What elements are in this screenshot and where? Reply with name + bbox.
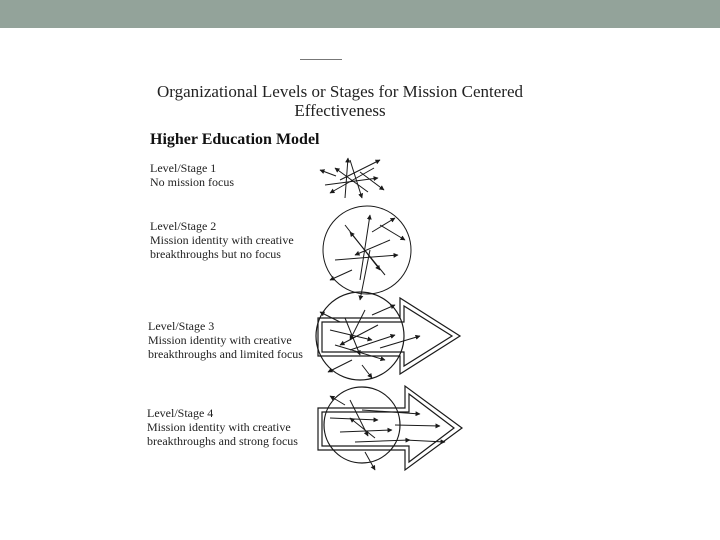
stage-4-desc-line-2: breakthroughs and strong focus [147,434,298,448]
stage-3-arrows [320,305,420,378]
stage-2-level: Level/Stage 2 [150,219,217,233]
stage-4-focus-arrow [318,386,462,470]
diagram-subtitle: Higher Education Model [150,131,320,148]
stage-1-scatter-arrows [320,158,384,198]
stage-3-desc-line-2: breakthroughs and limited focus [148,347,303,361]
stage-2-desc-line-1: Mission identity with creative [150,233,294,247]
stage-1-desc-line-1: No mission focus [150,175,234,189]
stage-1-level: Level/Stage 1 [150,161,217,175]
title-line-1: Organizational Levels or Stages for Mission Centered [156,82,524,101]
stage-2-arrows [330,215,405,300]
stage-4-desc-line-1: Mission identity with creative [147,420,291,434]
stage-2-desc-line-2: breakthroughs but no focus [150,247,281,261]
stage-4-arrows [330,396,445,470]
title-line-2: Effectiveness [294,101,386,120]
stage-3-level: Level/Stage 3 [148,319,215,333]
stage-3-desc-line-1: Mission identity with creative [148,333,292,347]
stage-4-level: Level/Stage 4 [147,406,214,420]
